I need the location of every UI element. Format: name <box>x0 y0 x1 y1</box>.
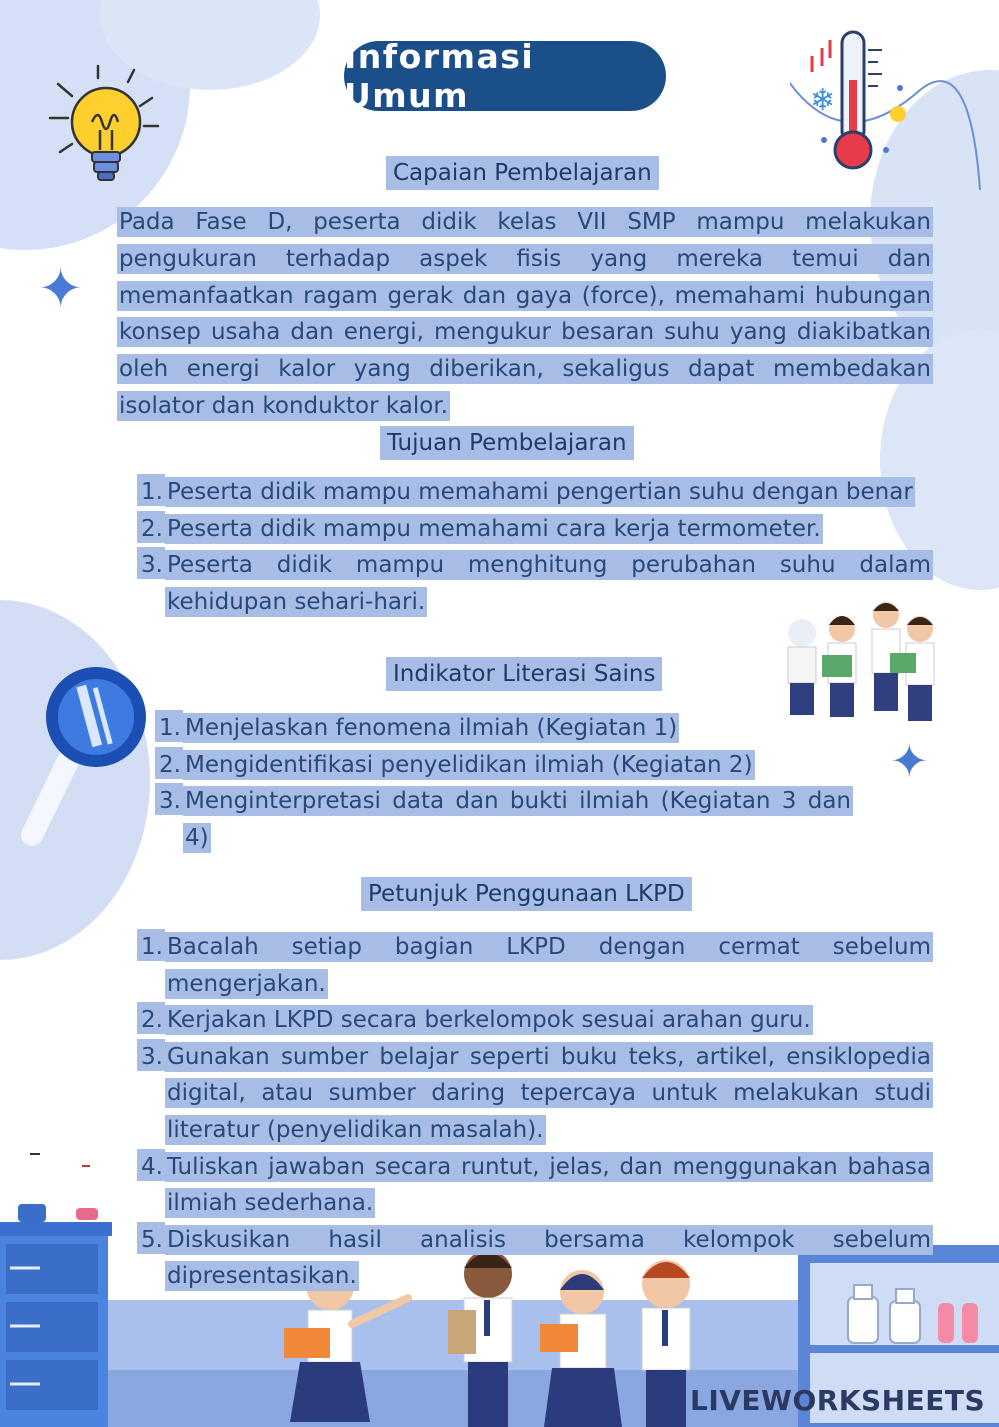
list-item: 3. Menginterpretasi data dan bukti ilmiah (Kegiatan 3 dan 4) <box>155 783 855 856</box>
list-item: 1. Bacalah setiap bagian LKPD dengan cermat sebelum mengerjakan. <box>137 929 933 1002</box>
list-item: 2. Peserta didik mampu memahami cara kerja termometer. <box>137 511 933 548</box>
tujuan-heading: Tujuan Pembelajaran <box>380 426 634 460</box>
list-item: 5. Diskusikan hasil analisis bersama kelompok sebelum dipresentasikan. <box>137 1222 933 1295</box>
magnifier-icon <box>14 665 164 855</box>
light-bulb-icon <box>40 60 170 200</box>
tujuan-list <box>137 474 933 620</box>
list-item: 2. Kerjakan LKPD secara berkelompok sesuai arahan guru. <box>137 1002 933 1039</box>
list-item: 3. Gunakan sumber belajar seperti buku teks, artikel, ensiklopedia digital, atau sumber daring tepercaya untuk melakukan studi literatur (penyelidikan masalah). <box>137 1039 933 1149</box>
thermometer-icon <box>790 10 990 210</box>
petunjuk-heading: Petunjuk Penggunaan LKPD <box>361 877 692 911</box>
indikator-heading: Indikator Literasi Sains <box>386 657 662 691</box>
petunjuk-list <box>137 929 933 1295</box>
list-item: 3. Peserta didik mampu menghitung perubahan suhu dalam kehidupan sehari-hari. <box>137 547 933 620</box>
liveworksheets-watermark: LIVEWORKSHEETS <box>690 1384 986 1417</box>
list-item: 1. Peserta didik mampu memahami pengertian suhu dengan benar <box>137 474 933 511</box>
capaian-heading: Capaian Pembelajaran <box>386 156 659 190</box>
list-item: 1. Menjelaskan fenomena ilmiah (Kegiatan 1) <box>155 710 855 747</box>
capaian-text: Pada Fase D, peserta didik kelas VII SMP mampu melakukan pengukuran terhadap aspek fisis yang mereka temui dan memanfaatkan ragam gerak dan gaya (force), memahami hubungan konsep usaha dan energi, mengukur besaran suhu yang diakibatkan oleh energi kalor yang diberikan, sekaligus dapat membedakan isolator dan konduktor kalor. <box>119 209 931 419</box>
indikator-list <box>155 710 855 856</box>
page-title: Informasi Umum <box>344 41 666 111</box>
lab-cabinet-illustration <box>0 1140 120 1427</box>
list-item: 2. Mengidentifikasi penyelidikan ilmiah (Kegiatan 2) <box>155 747 855 784</box>
svg-text:❄: ❄ <box>810 83 836 118</box>
sparkle-icon: ✦ <box>38 257 84 320</box>
list-item: 4. Tuliskan jawaban secara runtut, jelas, dan menggunakan bahasa ilmiah sederhana. <box>137 1149 933 1222</box>
sparkle-icon: ✦ <box>890 734 929 788</box>
capaian-paragraph <box>117 204 933 425</box>
